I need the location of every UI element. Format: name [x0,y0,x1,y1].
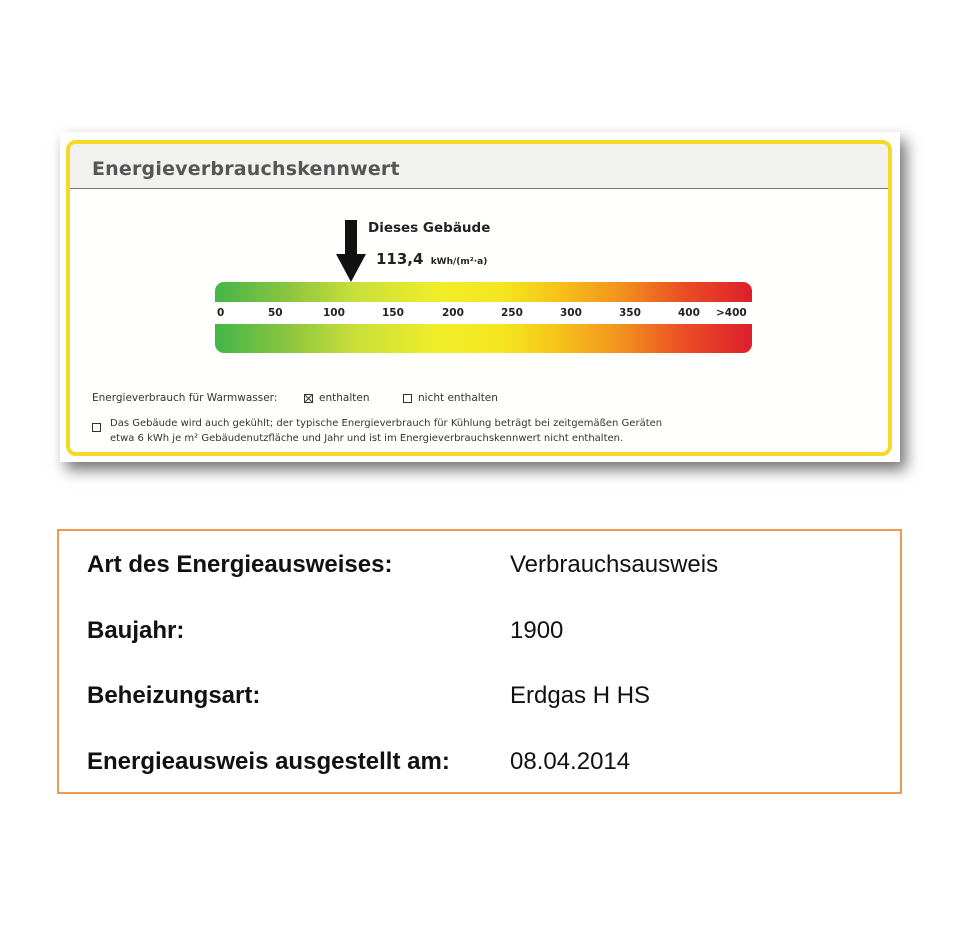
certificate-title: Energieverbrauchskennwert [92,158,400,180]
info-value-certificate-type: Verbrauchsausweis [510,551,719,578]
energy-scale-strip [215,302,752,324]
scale-tick: 150 [382,307,404,319]
warmwater-option-not-included [403,392,498,404]
building-value: 113,4 [376,250,424,268]
energy-certificate-scan [60,132,900,462]
info-value-construction-year: 1900 [510,617,564,644]
scale-tick: >400 [716,307,747,319]
scale-tick: 200 [442,307,464,319]
info-value-heating-type: Erdgas H HS [510,682,651,709]
scale-tick: 250 [501,307,523,319]
info-label-construction-year: Baujahr: [87,617,185,644]
warmwater-option-included [304,392,369,404]
scale-tick: 50 [268,307,283,319]
warmwater-option-not-included-label: nicht enthalten [418,392,498,404]
warmwater-option-included-label: enthalten [319,392,370,404]
scale-tick: 100 [323,307,345,319]
checkbox-checked-icon [304,394,313,403]
info-label-heating-type: Beheizungsart: [87,682,261,709]
info-label-issue-date: Energieausweis ausgestellt am: [87,748,450,775]
info-value-issue-date: 08.04.2014 [510,748,631,775]
building-label: Dieses Gebäude [368,220,491,236]
building-marker-arrow-icon [336,220,366,282]
building-value-line [376,250,487,268]
cooling-note-line: Das Gebäude wird auch gekühlt; der typische Energieverbrauch für Kühlung beträgt bei zeitgemäßen Geräten [110,418,663,429]
certificate-header [70,144,888,189]
checkbox-unchecked-icon [403,394,412,403]
warmwater-label: Energieverbrauch für Warmwasser: [92,392,278,404]
scale-tick: 0 [217,307,225,319]
energy-info-box [57,529,902,794]
scale-tick: 350 [619,307,641,319]
scale-tick: 400 [678,307,700,319]
scale-tick: 300 [560,307,582,319]
info-label-certificate-type: Art des Energieausweises: [87,551,393,578]
cooling-note-line: etwa 6 kWh je m² Gebäudenutzfläche und Jahr und ist im Energieverbrauchskennwert nicht enthalten. [110,432,624,444]
cooling-checkbox-icon [92,423,101,432]
certificate-frame [66,140,892,456]
cooling-note [110,417,830,446]
building-unit: kWh/(m²·a) [430,257,488,267]
